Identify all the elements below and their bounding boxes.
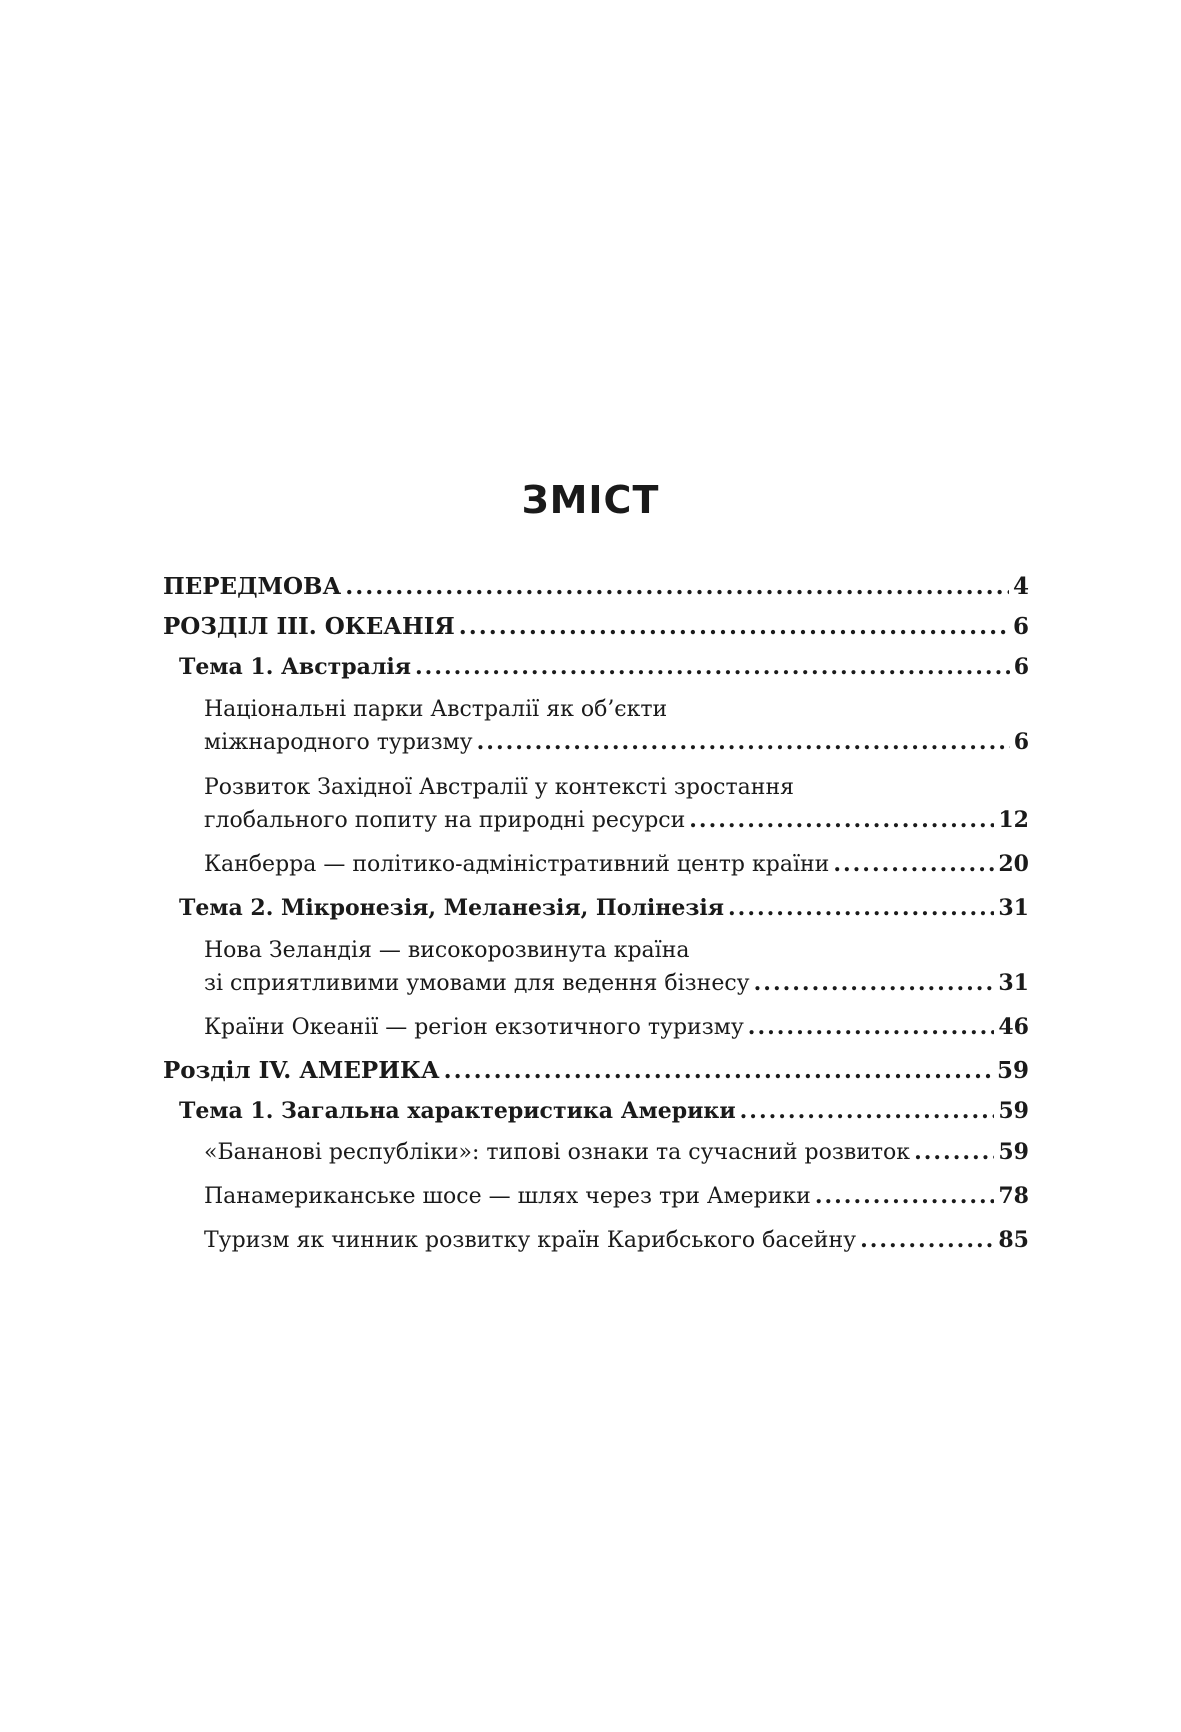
page-number: 6: [1013, 729, 1029, 755]
toc-entry[interactable]: [163, 572, 1029, 602]
toc-entry-title: Тема 1. Австралія: [179, 654, 412, 680]
page-number: 4: [1012, 573, 1029, 600]
toc-entry[interactable]: [163, 1096, 1029, 1126]
toc-entry[interactable]: [163, 893, 1029, 923]
toc-entry-title-line: Нова Зеландія — високорозвинута країна: [204, 938, 690, 963]
page-number: 31: [998, 970, 1029, 996]
toc-entry-title: Канберра — політико-адміністративний центр країни: [204, 852, 830, 877]
toc-entry-title: зі сприятливими умовами для ведення бізнесу: [204, 971, 750, 996]
page-number: 78: [998, 1183, 1029, 1209]
toc-entry-title: глобального попиту на природні ресурси: [204, 808, 686, 833]
page-title: ЗМІСТ: [521, 478, 660, 522]
toc-entry[interactable]: [163, 1012, 1029, 1043]
toc-entry-title: Тема 1. Загальна характеристика Америки: [179, 1098, 736, 1124]
dot-leader: [459, 612, 1009, 642]
dot-leader: [833, 849, 994, 879]
toc-entry-title: Тема 2. Мікронезія, Меланезія, Полінезія: [179, 895, 724, 921]
page-number: 6: [1013, 654, 1029, 680]
toc-entry[interactable]: [163, 934, 1029, 999]
toc-entry-title: Панамериканське шосе — шлях через три Америки: [204, 1184, 811, 1209]
toc-entry[interactable]: [163, 1225, 1029, 1256]
toc-entry-title: міжнародного туризму: [204, 730, 473, 755]
toc-entry-title: «Бананові республіки»: типові ознаки та сучасний розвиток: [204, 1140, 911, 1165]
dot-leader: [860, 1225, 994, 1255]
toc-entry-title-line: Національні парки Австралії як об’єкти: [204, 697, 668, 722]
page-number: 31: [998, 895, 1029, 921]
toc-entry[interactable]: [163, 771, 1029, 836]
toc-entry[interactable]: [163, 849, 1029, 880]
toc-entry[interactable]: [163, 1181, 1029, 1212]
dot-leader: [754, 968, 995, 998]
dot-leader: [689, 805, 994, 835]
dot-leader: [444, 1056, 993, 1086]
toc-entry-title: Туризм як чинник розвитку країн Карибського басейну: [204, 1228, 857, 1253]
toc-entry[interactable]: [163, 612, 1029, 642]
page-number: 59: [998, 1139, 1029, 1165]
toc-entry-title-line: Розвиток Західної Австралії у контексті зростання: [204, 775, 794, 800]
dot-leader: [748, 1012, 995, 1042]
toc-entry[interactable]: [163, 1137, 1029, 1168]
dot-leader: [740, 1096, 995, 1126]
table-of-contents: [163, 572, 1029, 1269]
page-number: 20: [998, 851, 1029, 877]
page-number: 85: [998, 1227, 1029, 1253]
page-number: 12: [998, 807, 1029, 833]
toc-entry[interactable]: [163, 652, 1029, 682]
toc-entry-title: ПЕРЕДМОВА: [163, 573, 342, 600]
page-number: 59: [998, 1098, 1029, 1124]
page-number: 6: [1012, 613, 1029, 640]
toc-entry[interactable]: [163, 693, 1029, 758]
dot-leader: [415, 652, 1010, 682]
toc-entry-title: Країни Океанії — регіон екзотичного туризму: [204, 1015, 744, 1040]
dot-leader: [345, 572, 1009, 602]
dot-leader: [914, 1137, 994, 1167]
dot-leader: [728, 893, 994, 923]
toc-entry-title: РОЗДІЛ ІІІ. ОКЕАНІЯ: [163, 613, 455, 640]
page-number: 46: [998, 1014, 1029, 1040]
toc-entry-title: Розділ IV. АМЕРИКА: [163, 1057, 440, 1084]
dot-leader: [477, 727, 1010, 757]
page-number: 59: [996, 1057, 1029, 1084]
toc-entry[interactable]: [163, 1056, 1029, 1086]
dot-leader: [815, 1181, 995, 1211]
